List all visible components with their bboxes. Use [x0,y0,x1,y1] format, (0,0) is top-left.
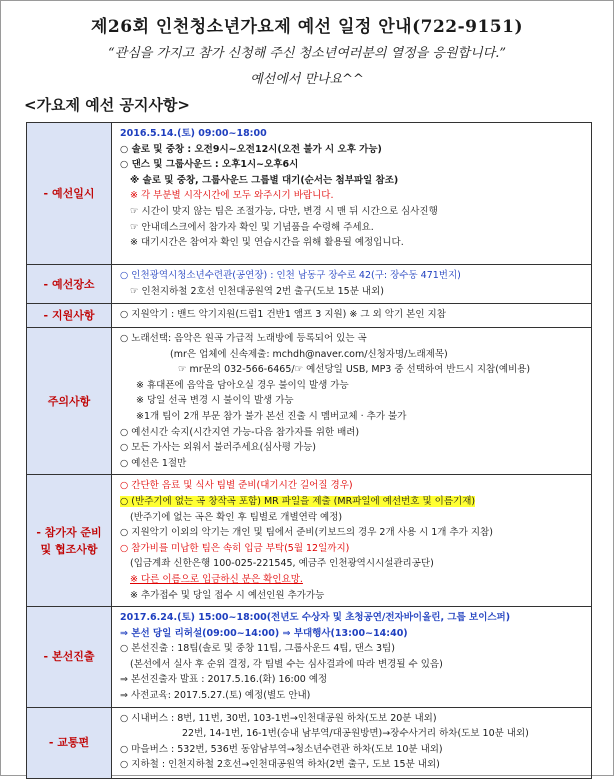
list-item: ○ 예선시간 숙지(시간지연 가능-다음 참가자를 위한 배려) [120,426,360,438]
table-row [27,475,592,607]
list-item: ○ 댄스 및 그룹사운드 : 오후1시~오후6시 [120,159,299,171]
row-label: 주의사항 [27,328,112,475]
list-item: 22번, 14-1번, 16-1번(승내 남부역/대공원방면)→장수사거리 하차(도보 10분 내외) [182,728,529,740]
slogan-sub: 예선에서 만나요^^ [250,72,364,87]
row-label-line: - 참가자 준비 [36,525,102,539]
list-item: (입금계좌 신한은행 100-025-221545, 예금주 인천광역시시설관리공단) [130,558,434,570]
section-title: <가요제 예선 공지사항> [24,96,190,114]
row-label [27,475,112,607]
row-label: - 예선일시 [27,123,112,265]
row-label: - 본선진출 [27,607,112,708]
row-content [112,328,592,475]
list-item: ○ 지하철 : 인천지하철 2호선→인천대공원역 하차(2번 출구, 도보 15분 내외) [120,759,440,771]
list-item: (mr은 업체에 신속제출: mchdh@naver.com/신청자명/노래제목) [170,348,448,360]
list-item: ⇒ 본선진출자 발표 : 2017.5.16.(화) 16:00 예정 [120,674,328,686]
list-item: ○ 솔로 및 중창 : 오전9시~오전12시(오전 불가 시 오후 가능) [120,143,382,155]
table-row [27,304,592,328]
table-row [27,123,592,265]
list-item: ○ 인천광역시청소년수련관(공연장) : 인천 남동구 장수로 42(구: 장수동 471번지) [120,270,461,281]
row-label: - 지원사항 [27,304,112,328]
row-content [112,265,592,304]
table-row [27,707,592,778]
row-content [112,304,592,328]
slogan: “관심을 가지고 참가 신청해 주신 청소년여러분의 열정을 응원합니다.” [108,46,506,61]
list-item: ☞ 안내데스크에서 참가자 확인 및 기념품을 수령해 주세요. [130,221,374,233]
list-item: ※ 대기시간은 참여자 확인 및 연습시간을 위해 활용될 예정입니다. [130,237,404,249]
list-item: ※ 솔로 및 중창, 그룹사운드 그룹별 대기(순서는 첨부파일 참조) [130,174,399,186]
row-content [112,707,592,778]
row-content [112,123,592,265]
list-item: ※ 당일 선곡 변경 시 불이익 발생 가능 [136,395,294,407]
list-item [120,494,585,510]
list-item: ○ 마을버스 : 532번, 536번 동암남부역→청소년수련관 하차(도보 10분 내외) [120,743,443,755]
row-content [112,475,592,607]
list-item: ☞ 시간이 맞지 않는 팀은 조절가능, 다만, 변경 시 맨 뒤 시간으로 심사진행 [130,205,438,217]
table-row [27,328,592,475]
row-label-line: 및 협조사항 [40,542,98,556]
list-item: ※ 휴대폰에 음악을 담아오실 경우 불이익 발생 가능 [136,379,349,391]
list-item: ☞ mr문의 032-566-6465/☞ 예선당일 USB, MP3 중 선택하여 반드시 지참(예비용) [178,364,531,376]
list-item: ⇒ 사전교육: 2017.5.27.(토) 예정(별도 안내) [120,690,311,702]
list-item: 2017.6.24.(토) 15:00~18:00(전년도 수상자 및 초청공연/전자바이올린, 그룹 보이스퍼) [120,612,511,624]
notice-table [26,122,592,779]
list-item: ○ 지원악기 : 밴드 악기지원(드럼1 건반1 앰프 3 지원) ※ 그 외 악기 본인 지참 [120,309,446,320]
row-label: - 예선장소 [27,265,112,304]
list-item: ○ 참가비를 미납한 팀은 속히 입금 부탁(5월 12일까지) [120,542,350,554]
list-item: ○ 모든 가사는 외워서 불러주세요(심사평 가능) [120,442,316,454]
row-content [112,607,592,708]
list-item: ○ 시내버스 : 8번, 11번, 30번, 103-1번→인천대공원 하차(도보 20분 내외) [120,712,437,724]
list-item: ○ 본선진출 : 18팀(솔로 및 중창 11팀, 그룹사운드 4팀, 댄스 3팀) [120,643,395,655]
list-item: (본선에서 실사 후 순위 결정, 각 팀별 수는 심사결과에 따라 변경될 수 있음) [130,658,443,670]
highlight: ○ (반주기에 없는 곡 창작곡 포함) MR 파일을 제출 (MR파일에 예선번호 및 이름기재) [120,495,476,507]
list-item: ⇒ 본선 당일 리허설(09:00~14:00) ⇒ 부대행사(13:00~14:40) [120,627,408,639]
list-item: ☞ 인천지하철 2호선 인천대공원역 2번 출구(도보 15분 내외) [130,285,384,297]
list-item: ※ 각 부분별 시작시간에 모두 와주시기 바랍니다. [130,190,334,202]
list-item: ○ 예선은 1절만 [120,457,187,469]
row-label: - 교통편 [27,707,112,778]
list-item: ※ 다른 이름으로 입금하신 분은 확인요망. [130,573,303,585]
table-row [27,265,592,304]
list-item: ※1개 팀이 2개 부문 참가 불가 본선 진출 시 멤버교체 · 추가 불가 [136,410,407,422]
list-item: ○ 지원악기 이외의 악기는 개인 및 팀에서 준비(키보드의 경우 2개 사용 시 1개 추가 지참) [120,527,493,539]
list-item: (반주기에 없는 곡은 확인 후 팀별로 개별연락 예정) [130,511,343,523]
page-title: 제26회 인천청소년가요제 예선 일정 안내(722-9151) [90,17,524,37]
list-item: ※ 추가접수 및 당일 접수 시 예선인원 추가가능 [130,589,325,601]
list-item: 2016.5.14.(토) 09:00~18:00 [120,128,267,139]
list-item: ○ 노래선택: 음악은 원곡 가급적 노래방에 등록되어 있는 곡 [120,333,367,344]
list-item: ○ 간단한 음료 및 식사 팀별 준비(대기시간 길어질 경우) [120,480,353,492]
table-row [27,607,592,708]
